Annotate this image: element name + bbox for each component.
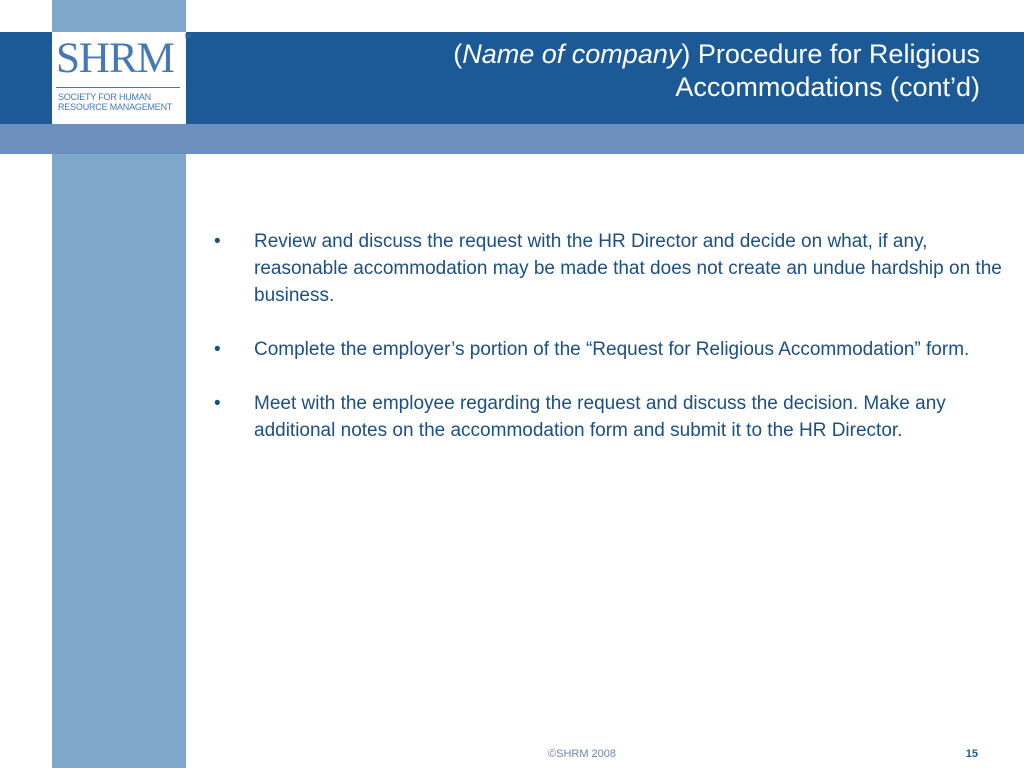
logo-trademark: TM	[184, 34, 192, 40]
logo-tagline	[58, 92, 172, 112]
title-sub-band	[0, 124, 1024, 154]
bullet-text: Meet with the employee regarding the request and discuss the decision. Make any additional notes on the accommodation form and submit it to the HR Director.	[254, 393, 946, 441]
logo-tagline-line1: SOCIETY FOR HUMAN	[58, 92, 151, 102]
title-company-placeholder: Name of company	[462, 39, 682, 69]
slide-title-line2: Accommodations (cont’d)	[675, 72, 980, 102]
bullet-list	[214, 228, 1004, 471]
bullet-item	[214, 228, 1004, 309]
slide-title-line1	[260, 38, 980, 71]
slide-title	[260, 38, 980, 104]
title-line1-rest: ) Procedure for Religious	[681, 39, 980, 69]
footer-copyright: ©SHRM 2008	[548, 748, 617, 760]
logo-letters: SHRM	[56, 35, 174, 82]
bullet-text: Review and discuss the request with the HR Director and decide on what, if any, reasonable accommodation may be made that does not create an undue hardship on the business.	[254, 231, 1002, 306]
logo-tagline-line2: RESOURCE MANAGEMENT	[58, 102, 173, 112]
title-open-paren: (	[453, 39, 463, 69]
shrm-logo	[52, 32, 192, 124]
bullet-text: Complete the employer’s portion of the “Request for Religious Accommodation” form.	[254, 339, 970, 360]
bullet-item	[214, 390, 1004, 444]
bullet-marker: •	[214, 393, 221, 414]
bullet-item	[214, 336, 1004, 363]
logo-divider	[56, 87, 180, 88]
bullet-marker: •	[214, 339, 221, 360]
footer-page-number: 15	[965, 748, 978, 760]
bullet-marker: •	[214, 231, 221, 252]
